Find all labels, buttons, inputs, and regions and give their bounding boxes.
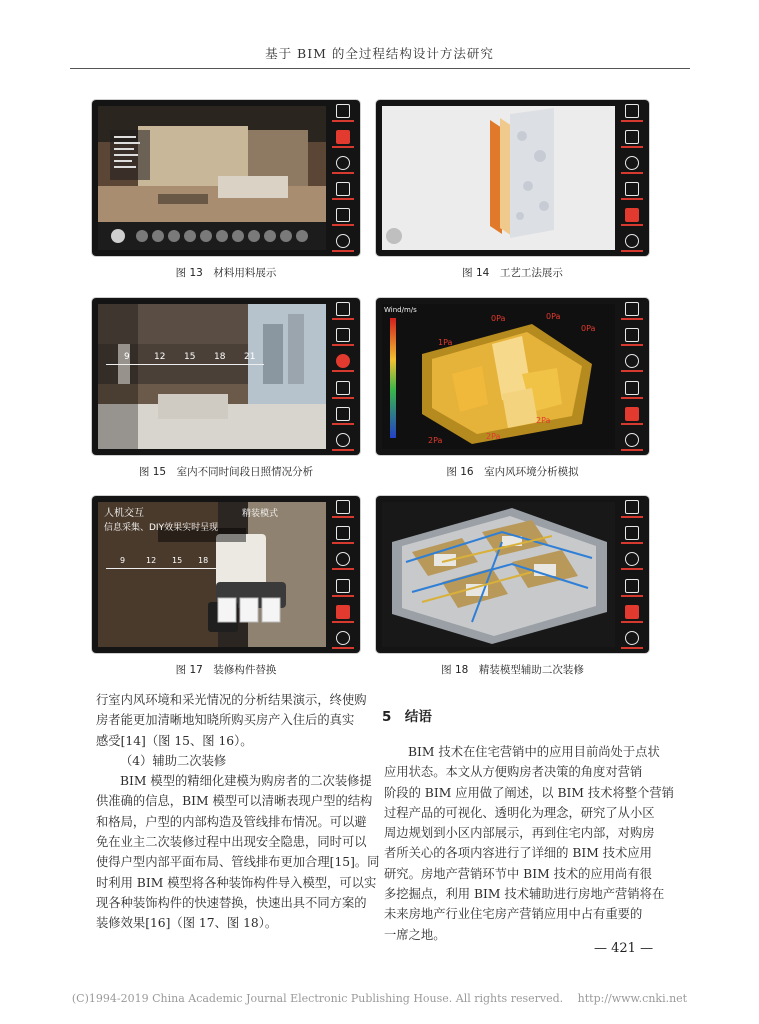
figure-13-sidebar xyxy=(328,104,358,252)
figure-18-sidebar xyxy=(617,500,647,649)
cube-icon xyxy=(328,407,358,425)
bulb-icon xyxy=(617,354,647,372)
text-line: 现各种装饰构件的快速替换，快速出具不同方案的 xyxy=(96,895,367,910)
figure-15-caption: 图 15 室内不同时间段日照情况分析 xyxy=(138,466,314,478)
home-icon xyxy=(328,104,358,122)
text-line: 供准确的信息，BIM 模型可以清晰表现户型的结构 xyxy=(96,794,373,809)
pressure-label: 2Pa xyxy=(486,432,501,441)
figure-17-caption: 图 17 装修构件替换 xyxy=(175,664,277,676)
text-line: 多挖掘点，利用 BIM 技术辅助进行房地产营销将在 xyxy=(384,887,665,902)
figure-15-render xyxy=(98,304,326,449)
person-icon xyxy=(328,433,358,451)
text-line: 未来房地产行业住宅房产营销应用中占有重要的 xyxy=(384,907,643,922)
text-line: BIM 模型的精细化建模为购房者的二次装修提 xyxy=(120,774,372,789)
brush-icon xyxy=(328,328,358,346)
wall-layers-render xyxy=(382,106,615,250)
text-line: 应用状态。本文从方便购房者决策的角度对营销 xyxy=(384,765,643,780)
pressure-label: 2Pa xyxy=(536,416,551,425)
text-line: 者所关心的各项内容进行了详细的 BIM 技术应用 xyxy=(384,846,652,861)
text-line: 和格局，户型的内部构造及管线排布情况。可以避 xyxy=(96,814,367,829)
figure-14-caption: 图 14 工艺工法展示 xyxy=(462,267,563,279)
home-icon xyxy=(617,500,647,518)
right-column-text xyxy=(384,742,674,945)
home-icon xyxy=(328,302,358,320)
pressure-label: 1Pa xyxy=(438,338,453,347)
pressure-label: 2Pa xyxy=(428,436,443,445)
fig17-hour-line xyxy=(106,568,216,569)
text-line: 感受[14]（图 15、图 16）。 xyxy=(96,733,253,748)
home-icon xyxy=(617,302,647,320)
text-line: BIM 技术在住宅营销中的应用目前尚处于点状 xyxy=(408,745,660,759)
cube-icon xyxy=(328,605,358,623)
text-line: 行室内风环境和采光情况的分析结果演示，终使购 xyxy=(96,693,367,707)
left-column-text xyxy=(96,690,380,934)
figure-16-sidebar xyxy=(617,302,647,451)
section-heading: 5 结语 xyxy=(382,709,432,725)
fitout-model-render xyxy=(382,502,615,647)
text-line: 使得户型内部平面布局、管线排布更加合理[15]。同 xyxy=(96,855,380,870)
figure-13-image xyxy=(92,100,360,256)
fig17-mode: 精装模式 xyxy=(242,509,279,519)
figure-18-caption: 图 18 精装模型辅助二次装修 xyxy=(441,664,584,676)
cube-icon xyxy=(617,605,647,623)
hour-tick: 15 xyxy=(184,352,196,362)
figure-15-image xyxy=(92,298,360,455)
page-number: — 421 — xyxy=(594,941,654,956)
text-line: 周边规划到小区内部展示，再到住宅内部，对购房 xyxy=(384,826,655,841)
pressure-label: 0Pa xyxy=(491,314,506,323)
person-icon xyxy=(617,631,647,649)
living-room-render xyxy=(98,106,326,250)
hour-scale xyxy=(106,352,266,366)
fig17-subtitle: 信息采集、DIY效果实时呈现 xyxy=(104,523,219,533)
brush-icon xyxy=(328,526,358,544)
hour-tick: 15 xyxy=(172,556,183,565)
hour-tick: 18 xyxy=(214,352,226,362)
copyright-footer: (C)1994-2019 China Academic Journal Electronic Publishing House. All rights reserved. http://www.cnki.net xyxy=(71,992,688,1005)
home-icon xyxy=(617,104,647,122)
text-line: 免在业主二次装修过程中出现安全隐患，同时可以 xyxy=(96,835,367,850)
figure-18-image xyxy=(376,496,649,653)
hour-tick: 21 xyxy=(244,352,256,362)
fig17-title: 人机交互 xyxy=(104,508,144,519)
figure-13-render xyxy=(98,106,326,250)
hour-tick: 12 xyxy=(146,556,157,565)
people-icon xyxy=(617,579,647,597)
text-line: 研究。房地产营销环节中 BIM 技术的应用尚有很 xyxy=(384,866,652,881)
cube-icon xyxy=(617,208,647,226)
people-icon xyxy=(328,579,358,597)
people-icon xyxy=(617,381,647,399)
text-line: 装修效果[16]（图 17、图 18）。 xyxy=(96,916,278,931)
wind-scale-title: Wind/m/s xyxy=(384,306,417,314)
figure-17-image xyxy=(92,496,360,653)
fig17-hour-scale xyxy=(106,556,216,570)
header-rule xyxy=(70,68,690,69)
cube-icon xyxy=(617,407,647,425)
hour-tick: 12 xyxy=(154,352,166,362)
figure-14-sidebar xyxy=(617,104,647,252)
text-line: 阶段的 BIM 应用做了阐述，以 BIM 技术将整个营销 xyxy=(384,785,674,800)
hour-tick: 9 xyxy=(120,556,126,565)
hour-tick: 18 xyxy=(198,556,209,565)
figure-16-image xyxy=(376,298,649,455)
bedroom-render xyxy=(98,304,326,449)
hour-scale-line xyxy=(106,364,264,365)
cube-icon xyxy=(328,208,358,226)
person-icon xyxy=(617,234,647,252)
bulb-icon xyxy=(328,354,358,372)
figure-13-caption: 图 13 材料用料展示 xyxy=(175,267,277,279)
bulb-icon xyxy=(328,552,358,570)
brush-icon xyxy=(617,130,647,148)
figure-14-image xyxy=(376,100,649,256)
people-icon xyxy=(328,182,358,200)
figure-14-render xyxy=(382,106,615,250)
text-line: 时利用 BIM 模型将各种装饰构件导入模型，可以实 xyxy=(96,875,377,890)
brush-icon xyxy=(617,328,647,346)
figure-16-caption: 图 16 室内风环境分析模拟 xyxy=(446,466,579,478)
running-header: 基于 BIM 的全过程结构设计方法研究 xyxy=(265,46,494,61)
subsection-heading: （4）辅助二次装修 xyxy=(120,753,227,768)
home-icon xyxy=(328,500,358,518)
hour-tick: 9 xyxy=(124,352,130,362)
pressure-label: 0Pa xyxy=(581,324,596,333)
brush-icon xyxy=(328,130,358,148)
people-icon xyxy=(328,381,358,399)
bulb-icon xyxy=(617,156,647,174)
figure-15-sidebar xyxy=(328,302,358,451)
bulb-icon xyxy=(617,552,647,570)
person-icon xyxy=(617,433,647,451)
text-line: 房者能更加清晰地知晓所购买房产入住后的真实 xyxy=(96,713,355,728)
brush-icon xyxy=(617,526,647,544)
person-icon xyxy=(328,631,358,649)
bulb-icon xyxy=(328,156,358,174)
pressure-label: 0Pa xyxy=(546,312,561,321)
people-icon xyxy=(617,182,647,200)
text-line: 过程产品的可视化、透明化为理念，研究了从小区 xyxy=(384,805,655,820)
text-line: 一席之地。 xyxy=(384,927,446,942)
person-icon xyxy=(328,234,358,252)
figure-17-sidebar xyxy=(328,500,358,649)
figure-18-render xyxy=(382,502,615,647)
